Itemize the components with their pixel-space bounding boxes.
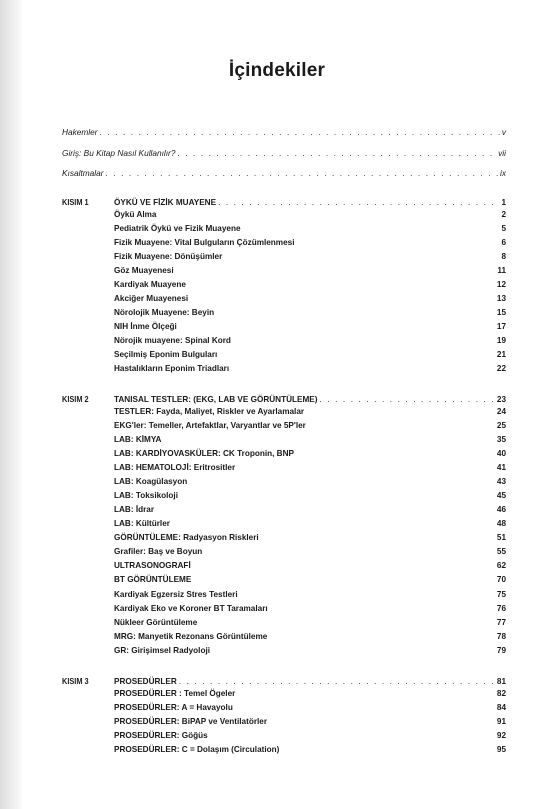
toc-entry-page: 22 (496, 364, 506, 373)
toc-entry-page: 5 (501, 224, 506, 233)
toc-entry-label: LAB: Toksikoloji (114, 491, 178, 500)
toc-entry-row[interactable] (114, 252, 506, 265)
toc-part-number: KISIM 2 (62, 395, 89, 404)
toc-entry-label: Nörojik muayene: Spinal Kord (114, 336, 231, 345)
toc-entry-label: Hastalıkların Eponim Triadları (114, 364, 230, 373)
toc-entry-row[interactable] (114, 590, 506, 603)
toc-entry-page: 13 (496, 294, 506, 303)
toc-entry-page: 46 (496, 505, 506, 514)
toc-entry-page: 95 (496, 745, 506, 754)
toc-entry-label: Seçilmiş Eponim Bulguları (114, 350, 218, 359)
toc-front-label: Giriş: Bu Kitap Nasıl Kullanılır? (62, 148, 176, 158)
toc-entry-row[interactable] (114, 505, 506, 518)
toc-part-label: ÖYKÜ VE FİZİK MUAYENE (114, 198, 217, 207)
toc-entry-page: 92 (496, 731, 506, 740)
toc-entry-label: ULTRASONOGRAFİ (114, 561, 191, 570)
toc-entry-row[interactable] (114, 350, 506, 363)
toc-part-page: 23 (496, 395, 506, 404)
toc-part-label: PROSEDÜRLER (114, 677, 177, 686)
toc-entry-row[interactable] (114, 322, 506, 335)
toc-entry-row[interactable] (114, 449, 506, 462)
toc-part-number: KISIM 1 (62, 198, 89, 207)
toc-entry-page: 35 (496, 435, 506, 444)
toc-entry-page: 75 (496, 590, 506, 599)
toc-entry-label: LAB: KİMYA (114, 435, 162, 444)
toc-entry-label: Nükleer Görüntüleme (114, 618, 198, 627)
toc-entry-row[interactable] (114, 308, 506, 321)
page-gutter-shadow (0, 0, 22, 809)
toc-entry-page: 51 (496, 533, 506, 542)
toc-front-page: vii (498, 148, 506, 158)
toc-entry-row[interactable] (114, 604, 506, 617)
toc-entry-label: Nörolojik Muayene: Beyin (114, 308, 215, 317)
toc-part-row[interactable] (62, 676, 506, 689)
toc-front-label: Kısaltmalar (62, 168, 104, 178)
toc-entry-page: 84 (496, 703, 506, 712)
toc-entry-label: LAB: KARDİYOVASKÜLER: CK Troponin, BNP (114, 449, 294, 458)
toc-front-label: Hakemler (62, 127, 98, 137)
toc-entry-row[interactable] (114, 364, 506, 377)
toc-entry-label: BT GÖRÜNTÜLEME (114, 575, 192, 584)
toc-entry-page: 41 (496, 463, 506, 472)
toc-entry-row[interactable] (114, 435, 506, 448)
toc-part-row[interactable] (62, 394, 506, 407)
toc-entry-page: 62 (496, 561, 506, 570)
toc-entry-label: LAB: İdrar (114, 505, 155, 514)
leader-dots (100, 127, 500, 137)
toc-entry-label: PROSEDÜRLER: A = Havayolu (114, 703, 233, 712)
toc-entry-row[interactable] (114, 717, 506, 730)
toc-entry-page: 77 (496, 618, 506, 627)
toc-entry-label: Kardiyak Muayene (114, 280, 186, 289)
toc-entry-label: Fizik Muayene: Vital Bulguların Çözümlenmesi (114, 238, 295, 247)
toc-entry-label: GÖRÜNTÜLEME: Radyasyon Riskleri (114, 533, 259, 542)
toc-entry-label: PROSEDÜRLER: BiPAP ve Ventilatörler (114, 717, 268, 726)
toc-entry-label: LAB: Koagülasyon (114, 477, 188, 486)
toc-entry-page: 2 (501, 210, 506, 219)
toc-entry-label: Akciğer Muayenesi (114, 294, 189, 303)
toc-entry-page: 21 (496, 350, 506, 359)
toc-entry-page: 6 (501, 238, 506, 247)
toc-entry-page: 15 (496, 308, 506, 317)
toc-front-row[interactable] (62, 127, 506, 140)
toc-entry-label: PROSEDÜRLER : Temel Ögeler (114, 689, 236, 698)
toc-front-page: v (501, 127, 506, 137)
toc-entry-row[interactable] (114, 336, 506, 349)
toc-entry-page: 79 (496, 646, 506, 655)
toc-entry-row[interactable] (114, 224, 506, 237)
toc-entry-row[interactable] (114, 618, 506, 631)
toc-entry-label: Fizik Muayene: Dönüşümler (114, 252, 223, 261)
toc-entry-page: 25 (496, 421, 506, 430)
toc-entry-label: PROSEDÜRLER: Göğüs (114, 731, 208, 740)
toc-entry-page: 43 (496, 477, 506, 486)
toc-entry-label: Grafiler: Baş ve Boyun (114, 547, 203, 556)
toc-part-page: 81 (496, 677, 506, 686)
toc-entry-row[interactable] (114, 689, 506, 702)
toc-entry-row[interactable] (114, 421, 506, 434)
toc-front-row[interactable] (62, 148, 506, 161)
toc-entry-row[interactable] (114, 703, 506, 716)
page-title: İçindekiler (228, 60, 326, 81)
toc-entry-row[interactable] (114, 575, 506, 588)
toc-entry-row[interactable] (114, 731, 506, 744)
toc-entry-row[interactable] (114, 533, 506, 546)
toc-entry-page: 12 (496, 280, 506, 289)
toc-entry-page: 91 (496, 717, 506, 726)
toc-entry-label: Öykü Alma (114, 210, 157, 219)
toc-entry-row[interactable] (114, 280, 506, 293)
toc-entry-label: TESTLER: Fayda, Maliyet, Riskler ve Ayarlamalar (114, 407, 305, 416)
toc-entry-row[interactable] (114, 266, 506, 279)
toc-entry-label: LAB: Kültürler (114, 519, 170, 528)
leader-dots (218, 197, 499, 207)
toc-part-number: KISIM 3 (62, 677, 89, 686)
toc-entry-label: Kardiyak Egzersiz Stres Testleri (114, 590, 238, 599)
toc-entry-label: Kardiyak Eko ve Koroner BT Taramaları (114, 604, 268, 613)
toc-entry-label: Pediatrik Öykü ve Fizik Muayene (114, 224, 241, 233)
toc-entry-page: 19 (496, 336, 506, 345)
toc-front-row[interactable] (62, 168, 506, 181)
toc-part-row[interactable] (62, 197, 506, 210)
toc-entry-page: 78 (496, 632, 506, 641)
toc-entry-label: GR: Girişimsel Radyoloji (114, 646, 210, 655)
toc-entry-page: 76 (496, 604, 506, 613)
toc-entry-row[interactable] (114, 491, 506, 504)
toc-entry-page: 55 (496, 547, 506, 556)
toc-entry-row[interactable] (114, 463, 506, 476)
leader-dots (177, 148, 496, 158)
toc-entry-page: 40 (496, 449, 506, 458)
toc-entry-page: 24 (496, 407, 506, 416)
toc-entry-row[interactable] (114, 519, 506, 532)
toc-entry-row[interactable] (114, 294, 506, 307)
leader-dots (106, 168, 499, 178)
toc-entry-row[interactable] (114, 210, 506, 223)
toc-entry-label: MRG: Manyetik Rezonans Görüntüleme (114, 632, 268, 641)
toc-entry-label: LAB: HEMATOLOJİ: Eritrositler (114, 463, 236, 472)
toc-entry-row[interactable] (114, 632, 506, 645)
toc-entry-label: NIH İnme Ölçeği (114, 322, 177, 331)
leader-dots (179, 676, 495, 686)
toc-entry-row[interactable] (114, 745, 506, 758)
toc-entry-row[interactable] (114, 646, 506, 659)
toc-entry-row[interactable] (114, 547, 506, 560)
toc-entry-row[interactable] (114, 407, 506, 420)
toc-entry-page: 82 (496, 689, 506, 698)
toc-entry-label: EKG'ler: Temeller, Artefaktlar, Varyantlar ve 5P'ler (114, 421, 306, 430)
toc-entry-label: Göz Muayenesi (114, 266, 174, 275)
toc-entry-label: PROSEDÜRLER: C = Dolaşım (Circulation) (114, 745, 280, 754)
toc-entry-page: 8 (501, 252, 506, 261)
toc-entry-page: 48 (496, 519, 506, 528)
toc-entry-page: 17 (496, 322, 506, 331)
toc-entry-row[interactable] (114, 561, 506, 574)
toc-entry-page: 11 (497, 266, 506, 275)
toc-front-page: ix (500, 168, 506, 178)
toc-entry-row[interactable] (114, 477, 506, 490)
toc-entry-row[interactable] (114, 238, 506, 251)
toc-part-page: 1 (501, 198, 506, 207)
toc-entry-page: 45 (496, 491, 506, 500)
toc-part-label: TANISAL TESTLER: (EKG, LAB VE GÖRÜNTÜLEME) (114, 395, 318, 404)
toc-entry-page: 70 (496, 575, 506, 584)
leader-dots (319, 394, 494, 404)
